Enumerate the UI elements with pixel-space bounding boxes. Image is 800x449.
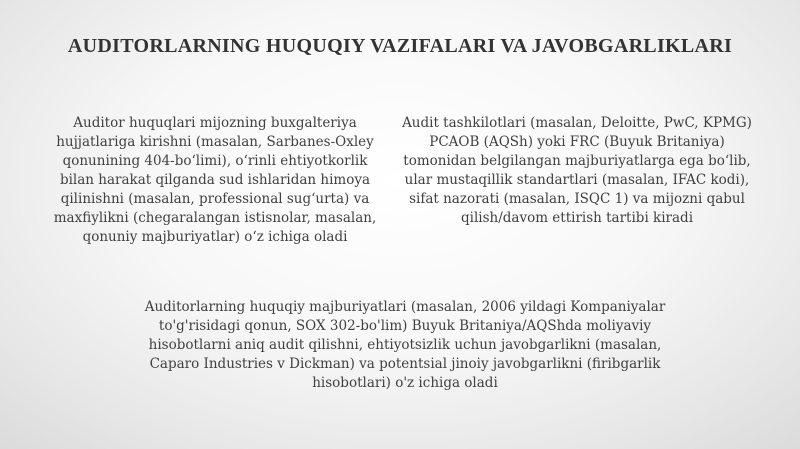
auditor-rights-text: Auditor huquqlari mijozning buxgalteriya hujjatlariga kirishni (masalan, Sarbanes-Oxley qonunining 404-bo‘limi), o‘rinli ehtiyotkorlik bilan harakat qilganda sud ishlaridan himoya qilinishni (masalan, professional sug‘urta) va maxfiylikni (chegaralangan istisnolar, masalan, qonuniy majburiyatlar) o‘z ichiga oladi (53, 115, 377, 245)
audit-firm-duties-text: Audit tashkilotlari (masalan, Deloitte, PwC, KPMG) PCAOB (AQSh) yoki FRC (Buyuk Britaniya) tomonidan belgilangan majburiyatlarga ega bo‘lib, ular mustaqillik standartlari (masalan, IFAC kodi), sifat nazorati (masalan, ISQC 1) va mijozni qabul qilish/davom ettirish tartibi kiradi (402, 115, 752, 226)
legal-liability-text: Auditorlarning huquqiy majburiyatlari (masalan, 2006 yildagi Kompaniyalar to'g'risidagi qonun, SOX 302-bo'lim) Buyuk Britaniya/AQShda moliyaviy hisobotlarni aniq audit qilishni, ehtiyotsizlik uchun javobgarlikni (masalan, Caparo Industries v Dickman) va potentsial jinoiy javobgarlikni (firibgarlik hisobotlari) o'z ichiga oladi (144, 299, 666, 391)
slide-title: AUDITORLARNING HUQUQIY VAZIFALARI VA JAVOBGARLIKLARI (67, 35, 733, 57)
